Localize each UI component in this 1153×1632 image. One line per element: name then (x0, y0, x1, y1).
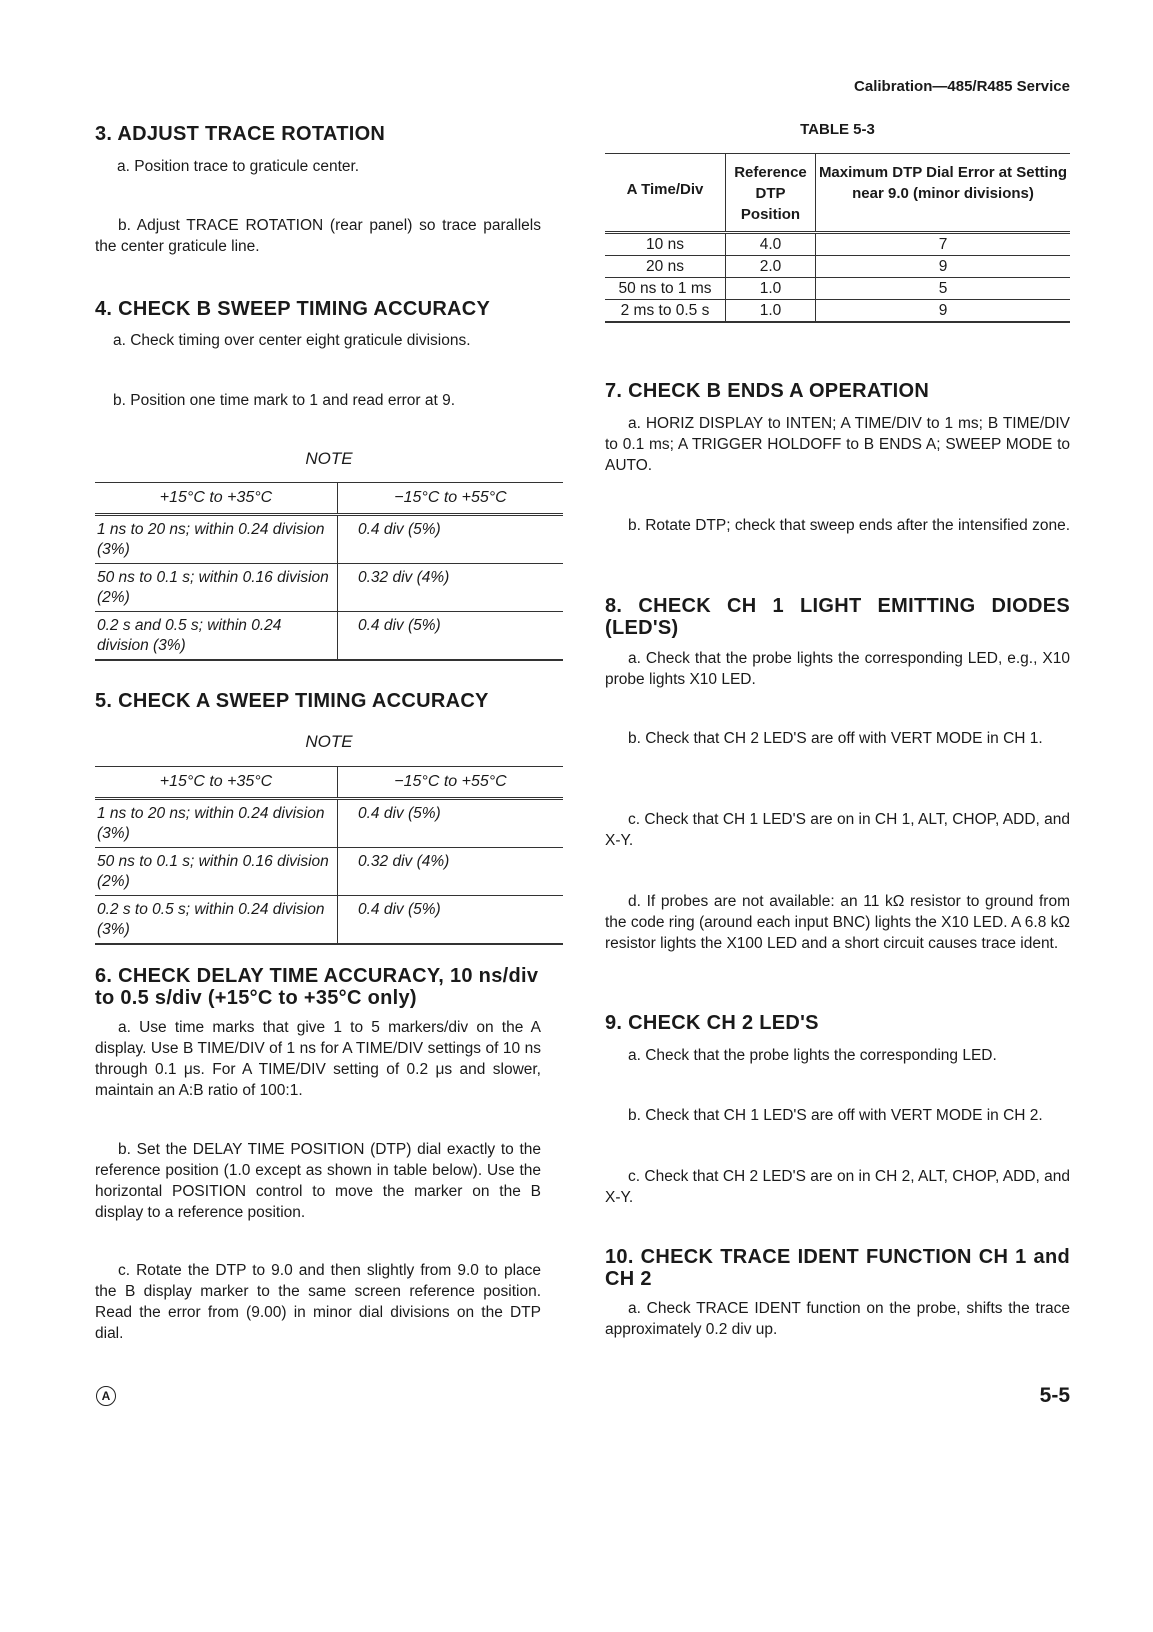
table-row (95, 612, 563, 661)
section-9-step-c: c. Check that CH 2 LED'S are on in CH 2, ALT, CHOP, ADD, and X-Y. (605, 1168, 1070, 1206)
table-cell: 9 (816, 300, 1071, 323)
table-cell: 0.2 s to 0.5 s; within 0.24 division (3%) (95, 896, 338, 945)
section-7-step-b: b. Rotate DTP; check that sweep ends after the intensified zone. (628, 517, 1070, 534)
table-cell: 0.32 div (4%) (338, 848, 564, 896)
section-3-step-a: a. Position trace to graticule center. (117, 158, 360, 175)
table-header: A Time/Div (605, 154, 726, 233)
section-8-step-d: d. If probes are not available: an 11 kΩ resistor to ground from the code ring (around each input BNC) lights the X10 LED. A 6.8 kΩ resistor lights the X100 LED and a short circuit causes trace ident. (605, 893, 1070, 952)
table-header: −15°C to +55°C (338, 483, 564, 515)
section-4-step-b: b. Position one time mark to 1 and read error at 9. (113, 392, 456, 409)
section-9-step-b: b. Check that CH 1 LED'S are off with VERT MODE in CH 2. (628, 1107, 1043, 1124)
section-7-heading: 7. CHECK B ENDS A OPERATION (605, 380, 930, 402)
section-7-step-a: a. HORIZ DISPLAY to INTEN; A TIME/DIV to 1 ms; B TIME/DIV to 0.1 ms; A TRIGGER HOLDOFF to B ENDS A; SWEEP MODE to AUTO. (605, 415, 1070, 474)
section-6-step-a: a. Use time marks that give 1 to 5 markers/div on the A display. Use B TIME/DIV of 1 ns for A TIME/DIV settings of 10 ns through 0.1 μs. For A TIME/DIV setting of 0.2 μs and slower, maintain an A:B ratio of 100:1. (95, 1019, 541, 1099)
section-6-step-b: b. Set the DELAY TIME POSITION (DTP) dial exactly to the reference position (1.0 except as shown in table below). Use the horizontal POSITION control to move the marker on the B display to a reference position. (95, 1141, 541, 1221)
table-header: Reference DTP Position (726, 154, 816, 233)
table-cell: 2.0 (726, 256, 816, 278)
section-9-heading: 9. CHECK CH 2 LED'S (605, 1012, 819, 1034)
table-row (605, 233, 1070, 256)
table-cell: 10 ns (605, 233, 726, 256)
table-header: +15°C to +35°C (95, 767, 338, 799)
table-row (95, 848, 563, 896)
table-cell: 20 ns (605, 256, 726, 278)
table-5-3-caption: TABLE 5-3 (800, 121, 875, 138)
table-row (95, 564, 563, 612)
table-cell: 0.4 div (5%) (338, 896, 564, 945)
section-4-note-title: NOTE (305, 449, 353, 468)
table-cell: 0.2 s and 0.5 s; within 0.24 division (3%) (95, 612, 338, 661)
table-cell: 4.0 (726, 233, 816, 256)
table-cell: 50 ns to 0.1 s; within 0.16 division (2%) (95, 564, 338, 612)
section-3-step-b: b. Adjust TRACE ROTATION (rear panel) so trace parallels the center graticule line. (95, 217, 541, 255)
section-5-note-table (95, 766, 563, 945)
table-cell: 0.4 div (5%) (338, 799, 564, 848)
table-cell: 0.4 div (5%) (338, 515, 564, 564)
table-cell: 50 ns to 1 ms (605, 278, 726, 300)
table-cell: 2 ms to 0.5 s (605, 300, 726, 323)
running-header: Calibration—485/R485 Service (854, 78, 1070, 95)
table-row (605, 256, 1070, 278)
section-8-step-a: a. Check that the probe lights the corresponding LED, e.g., X10 probe lights X10 LED. (605, 650, 1070, 688)
page-number: 5-5 (1039, 1384, 1070, 1407)
section-9-step-a: a. Check that the probe lights the corresponding LED. (628, 1047, 997, 1064)
table-cell: 50 ns to 0.1 s; within 0.16 division (2%) (95, 848, 338, 896)
section-10-step-a: a. Check TRACE IDENT function on the probe, shifts the trace approximately 0.2 div up. (605, 1300, 1070, 1338)
section-10-heading: 10. CHECK TRACE IDENT FUNCTION CH 1 and CH 2 (605, 1246, 1070, 1290)
table-header: +15°C to +35°C (95, 483, 338, 515)
table-cell: 1 ns to 20 ns; within 0.24 division (3%) (95, 515, 338, 564)
table-cell: 1.0 (726, 300, 816, 323)
section-4-step-a: a. Check timing over center eight graticule divisions. (113, 332, 471, 349)
table-row (605, 300, 1070, 323)
section-6-step-c: c. Rotate the DTP to 9.0 and then slightly from 9.0 to place the B display marker to the same screen reference position. Read the error from (9.00) in minor dial divisions on the DTP dial. (95, 1262, 541, 1342)
table-5-3 (605, 153, 1070, 323)
table-cell: 0.4 div (5%) (338, 612, 564, 661)
table-header: Maximum DTP Dial Error at Setting near 9.0 (minor divisions) (816, 154, 1071, 233)
section-3-heading: 3. ADJUST TRACE ROTATION (95, 123, 386, 145)
table-cell: 1.0 (726, 278, 816, 300)
section-8-step-c: c. Check that CH 1 LED'S are on in CH 1, ALT, CHOP, ADD, and X-Y. (605, 811, 1070, 849)
section-4-note-table (95, 482, 563, 661)
section-6-heading: 6. CHECK DELAY TIME ACCURACY, 10 ns/div to 0.5 s/div (+15°C to +35°C only) (95, 965, 539, 1009)
section-8-step-b: b. Check that CH 2 LED'S are off with VERT MODE in CH 1. (628, 730, 1043, 747)
table-row (95, 799, 563, 848)
table-row (95, 896, 563, 945)
table-cell: 9 (816, 256, 1071, 278)
table-row (95, 515, 563, 564)
table-cell: 0.32 div (4%) (338, 564, 564, 612)
table-cell: 5 (816, 278, 1071, 300)
section-5-heading: 5. CHECK A SWEEP TIMING ACCURACY (95, 690, 489, 712)
table-row (605, 278, 1070, 300)
section-4-heading: 4. CHECK B SWEEP TIMING ACCURACY (95, 298, 491, 320)
revision-mark: A (96, 1386, 116, 1406)
table-header: −15°C to +55°C (338, 767, 564, 799)
section-8-heading: 8. CHECK CH 1 LIGHT EMITTING DIODES (LED'S) (605, 595, 1070, 639)
table-cell: 7 (816, 233, 1071, 256)
table-cell: 1 ns to 20 ns; within 0.24 division (3%) (95, 799, 338, 848)
section-5-note-title: NOTE (305, 732, 353, 751)
